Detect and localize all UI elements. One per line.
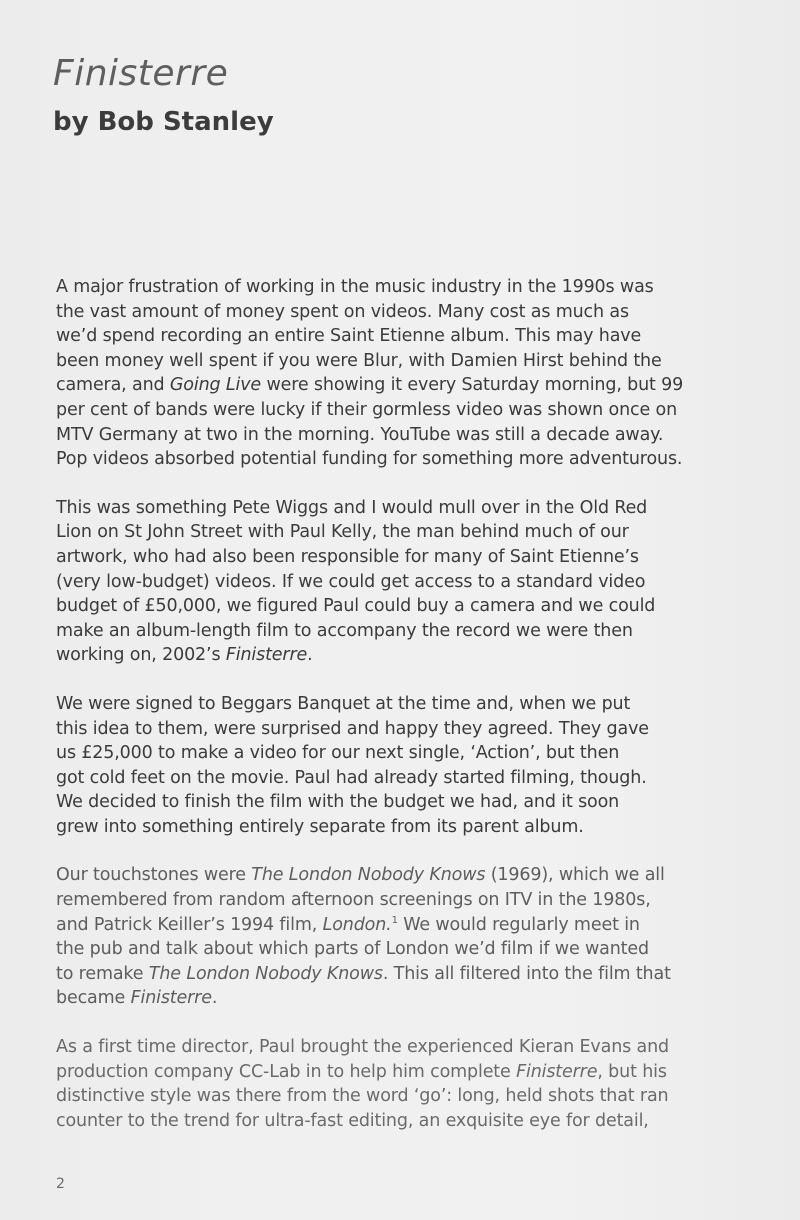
text-line: [56, 986, 746, 1011]
text-line: counter to the trend for ultra-fast editing, an exquisite eye for detail,: [56, 1110, 649, 1131]
text-line: (very low-budget) videos. If we could get access to a standard video: [56, 571, 646, 592]
paragraph: [56, 496, 746, 668]
italic-title: The London Nobody Knows: [148, 963, 383, 984]
paragraph: [56, 863, 746, 1011]
text-segment: became: [56, 988, 131, 1009]
text-line: [56, 962, 746, 987]
text-line: We were signed to Beggars Banquet at the time and, when we put: [56, 693, 631, 714]
paragraph: [56, 1035, 746, 1133]
text-line: the vast amount of money spent on videos. Many cost as much as: [56, 301, 629, 322]
text-line: [56, 643, 746, 668]
text-segment: .: [307, 645, 313, 666]
italic-title: The London Nobody Knows: [251, 865, 486, 886]
text-line: Pop videos absorbed potential funding for something more adventurous.: [56, 449, 683, 470]
text-line: grew into something entirely separate from its parent album.: [56, 816, 584, 837]
text-segment: We would regularly meet in: [397, 914, 640, 935]
text-segment: . This all filtered into the film that: [382, 963, 671, 984]
italic-title: London.: [322, 914, 392, 935]
text-segment: working on, 2002’s: [56, 645, 226, 666]
italic-title: Going Live: [169, 375, 262, 396]
footnote-marker: 1: [391, 914, 398, 926]
text-segment: Our touchstones were: [56, 865, 252, 886]
text-segment: , but his: [597, 1061, 667, 1082]
text-line: been money well spent if you were Blur, with Damien Hirst behind the: [56, 350, 662, 371]
text-line: As a first time director, Paul brought the experienced Kieran Evans and: [56, 1037, 670, 1058]
text-line: us £25,000 to make a video for our next single, ‘Action’, but then: [56, 743, 620, 764]
text-line: We decided to finish the film with the budget we had, and it soon: [56, 792, 620, 813]
text-segment: to remake: [56, 963, 149, 984]
paragraph: [56, 275, 746, 472]
text-segment: were showing it every Saturday morning, but 99: [261, 375, 684, 396]
text-segment: camera, and: [56, 375, 170, 396]
text-line: we’d spend recording an entire Saint Etienne album. This may have: [56, 326, 642, 347]
essay-byline: by Bob Stanley: [53, 107, 274, 137]
text-line: A major frustration of working in the music industry in the 1990s was: [56, 277, 654, 297]
text-line: make an album-length film to accompany the record we were then: [56, 620, 633, 641]
essay-body: [56, 275, 746, 1157]
text-line: remembered from random afternoon screenings on ITV in the 1980s,: [56, 890, 651, 911]
text-line: Lion on St John Street with Paul Kelly, the man behind much of our: [56, 522, 629, 543]
text-line: [56, 863, 746, 888]
text-line: [56, 913, 746, 938]
text-line: got cold feet on the movie. Paul had already started filming, though.: [56, 767, 647, 788]
italic-title: Finisterre: [225, 645, 308, 666]
text-segment: (1969), which we all: [485, 865, 665, 886]
text-line: [56, 373, 746, 398]
text-line: per cent of bands were lucky if their gormless video was shown once on: [56, 399, 678, 420]
paragraph: [56, 692, 746, 840]
text-segment: production company CC-Lab in to help him complete: [56, 1061, 517, 1082]
page-number: 2: [56, 1176, 65, 1192]
text-line: MTV Germany at two in the morning. YouTube was still a decade away.: [56, 424, 664, 445]
text-segment: and Patrick Keiller’s 1994 film,: [56, 914, 323, 935]
text-line: [56, 1060, 746, 1085]
essay-title: Finisterre: [53, 53, 229, 94]
text-line: this idea to them, were surprised and happy they agreed. They gave: [56, 718, 649, 739]
text-line: artwork, who had also been responsible for many of Saint Etienne’s: [56, 546, 639, 567]
italic-title: Finisterre: [516, 1061, 598, 1082]
text-line: budget of £50,000, we figured Paul could buy a camera and we could: [56, 596, 656, 617]
text-line: This was something Pete Wiggs and I would mull over in the Old Red: [56, 497, 648, 518]
italic-title: Finisterre: [130, 988, 212, 1009]
text-line: distinctive style was there from the word ‘go’: long, held shots that ran: [56, 1086, 669, 1107]
text-segment: .: [211, 988, 218, 1009]
text-line: the pub and talk about which parts of London we’d film if we wanted: [56, 939, 649, 960]
